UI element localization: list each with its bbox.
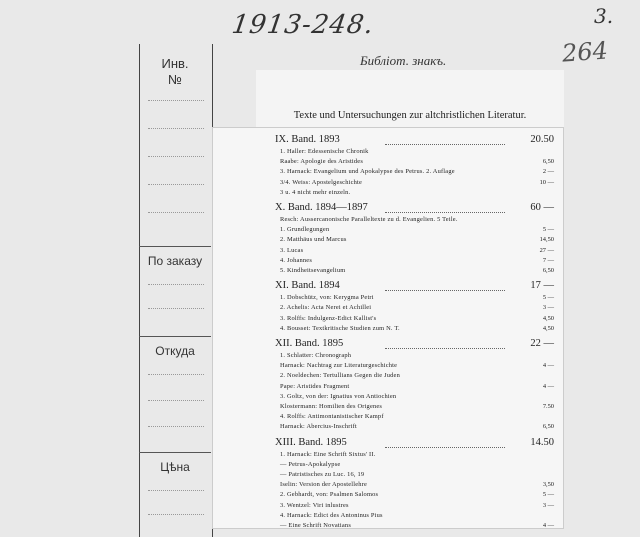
book-entry: 4. Johannes [280,256,313,264]
inventory-header-line1: Инв. [161,56,189,71]
book-entry: Harnack: Abercius-Inschrift [280,423,357,431]
book-entry: — Eine Schrift Novatians [280,522,351,529]
book-entry-price: 2 — [542,168,554,176]
book-entry-price: 3 — [542,304,554,312]
book-entry: Harnack: Nachtrag zur Literaturgeschichte [280,362,398,370]
book-entry: 1. Harnack: Eine Schrift Sixtus' II. [280,450,376,458]
book-entry: 4. Bousset: Textkritische Studien zum N. T. [280,324,400,332]
book-entry-price: 7 — [542,256,554,264]
leader-dots [385,348,505,349]
volume-heading: XI. Band. 1894 [275,280,340,292]
blank-line [148,128,204,129]
leader-dots [385,212,505,213]
book-entry-price: 3,50 [542,481,554,489]
book-entry-price: 6,50 [542,158,554,166]
book-entry: Iselin: Version der Apostellehre [280,481,368,489]
blank-line [148,284,204,285]
book-entry-price: 5 — [542,226,554,234]
book-entry-price: 4,50 [542,314,554,322]
book-entry-price: 6,50 [542,267,554,274]
book-entry-price: 6,50 [542,423,554,431]
volume-heading: IX. Band. 1893 [275,134,340,145]
book-entry: 3. Harnack: Evangelium und Apokalypse des Petrus. 2. Auflage [280,168,455,176]
book-entry: 4. Harnack: Edict des Antoninus Pius [280,511,383,519]
blank-line [148,100,204,101]
book-entry: 4. Rolffs: Antimontanistischer Kampf [280,413,384,421]
leader-dots [385,144,505,145]
book-entry: — Petrus-Apokalypse [280,460,341,468]
volume-heading: X. Band. 1894—1897 [275,202,368,213]
volume-price: 22 — [530,338,554,349]
blank-line [148,514,204,515]
book-entry: 2. Achelis: Acta Nerei et Achillei [280,304,372,312]
book-entry: 1. Schlatter: Chronograph [280,352,352,359]
leader-dots [385,447,505,448]
book-entry-price: 4,50 [542,324,554,332]
book-entry-price: 27 — [539,246,554,254]
book-entry-price: 10 — [539,178,554,186]
book-entry-price: 7.50 [542,403,554,410]
book-entry-price: 4 — [542,382,554,390]
book-entry: 2. Gebhardt, von: Psalmen Salomos [280,491,379,499]
book-entry: Resch: Aussercanonische Paralleltexte zu d. Evangelien. 5 Teile. [280,216,458,223]
volume-price: 14.50 [530,436,554,448]
book-entry: Klostermann: Homilien des Origenes [280,403,383,410]
book-entry: 1. Haller: Edessenische Chronik [280,148,369,155]
section-divider [139,336,211,337]
book-entry: 3 u. 4 nicht mehr einzeln. [280,188,351,196]
book-entry: 3. Wentzel: Viri inlustres [280,501,349,509]
handwritten-corner-mark: 3. [594,4,614,28]
section-price-label: Цѣна [160,460,190,474]
library-mark-label: Библіот. знакъ. [360,53,447,68]
section-from-label: Откуда [155,344,195,358]
blank-line [148,212,204,213]
book-entry: 3. Goltz, von der: Ignatius von Antiochien [280,392,397,400]
blank-line [148,374,204,375]
book-entry: 3. Lucas [280,246,304,254]
handwritten-catalog-number: 1913-248. [229,10,376,40]
book-entry: Raabe: Apologie des Aristides [280,158,364,166]
volume-heading: XIII. Band. 1895 [275,436,347,448]
blank-line [148,308,204,309]
book-entry: 1. Grundlegungen [280,226,330,234]
book-entry: 5. Kindheitsevangelium [280,267,346,274]
handwritten-side-number: 264 [561,36,609,68]
section-divider [139,452,211,453]
book-entry-price: 4 — [542,362,554,370]
book-entry: 2. Noeldechen: Tertullians Gegen die Juden [280,372,400,380]
series-title: Texte und Untersuchungen zur altchristlichen Literatur. [293,110,527,121]
section-order-label: По заказу [147,254,203,268]
book-entry-price: 5 — [542,294,554,302]
inventory-header-line2: № [168,72,182,87]
inventory-header [139,56,211,88]
leader-dots [385,290,505,291]
volume-price: 20.50 [530,134,554,145]
book-entry: 2. Matthäus und Marcus [280,236,347,244]
volume-price: 60 — [530,202,554,213]
book-entry: 3. Rolffs: Indulgenz-Edict Kallist's [280,314,377,322]
book-entry: Pape: Aristides Fragment [280,382,350,390]
book-entry-price: 3 — [542,501,554,509]
blank-line [148,184,204,185]
book-entry: — Patristisches zu Luc. 16, 19 [280,471,365,478]
blank-line [148,156,204,157]
blank-line [148,400,204,401]
book-entry-price: 4 — [542,522,554,529]
book-entry-price: 14,50 [539,236,554,244]
blank-line [148,426,204,427]
book-entry: 3/4. Weiss: Apostelgeschichte [280,178,363,186]
book-entry-price: 5 — [542,491,554,499]
book-entry: 1. Dobschütz, von: Kerygma Petri [280,294,374,302]
section-divider [139,246,211,247]
blank-line [148,490,204,491]
volume-heading: XII. Band. 1895 [275,338,344,349]
volume-price: 17 — [530,280,554,292]
